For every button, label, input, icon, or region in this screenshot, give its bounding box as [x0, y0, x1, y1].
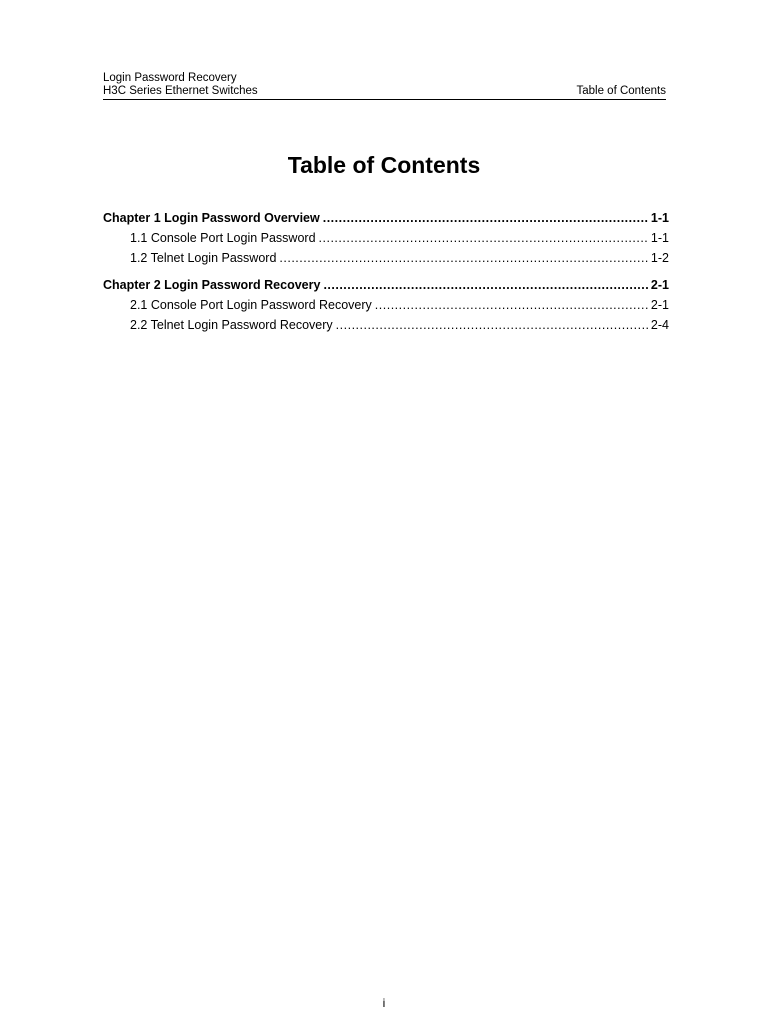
toc-page-number: 2-4 — [650, 318, 669, 332]
toc-chapter-1[interactable] — [103, 208, 669, 228]
toc-page-number: 1-1 — [650, 231, 669, 245]
toc-entry-label: 2.2 Telnet Login Password Recovery — [130, 318, 333, 332]
toc-page-number: 2-1 — [650, 278, 669, 292]
page-title: Table of Contents — [287, 152, 481, 178]
toc-section-1-1[interactable] — [103, 228, 669, 248]
toc-entry-label: Chapter 1 Login Password Overview — [103, 211, 320, 225]
toc-entry-label: 1.1 Console Port Login Password — [130, 231, 316, 245]
toc-leader-dots — [319, 228, 648, 248]
toc-entry-label: 1.2 Telnet Login Password — [130, 251, 277, 265]
toc-entry-label: 2.1 Console Port Login Password Recovery — [130, 298, 372, 312]
toc-section-2-1[interactable] — [103, 295, 669, 315]
toc-page-number: 2-1 — [650, 298, 669, 312]
toc-leader-dots — [323, 208, 648, 228]
toc-leader-dots — [323, 275, 647, 295]
header-row-1 — [103, 72, 666, 85]
toc-page-number: 1-1 — [650, 211, 669, 225]
toc-leader-dots — [279, 248, 648, 268]
toc-leader-dots — [375, 295, 648, 315]
toc-section-1-2[interactable] — [103, 248, 669, 268]
toc-page-number: 1-2 — [650, 251, 669, 265]
header-product-series: H3C Series Ethernet Switches — [103, 85, 258, 97]
page-header — [103, 72, 666, 100]
toc-entry-label: Chapter 2 Login Password Recovery — [103, 278, 321, 292]
page-footer-number: i — [382, 996, 386, 1010]
table-of-contents — [103, 208, 669, 335]
toc-section-2-2[interactable] — [103, 315, 669, 335]
header-row-2 — [103, 85, 666, 98]
toc-chapter-2[interactable] — [103, 275, 669, 295]
toc-leader-dots — [336, 315, 648, 335]
header-section-name: Table of Contents — [576, 85, 666, 97]
header-document-title: Login Password Recovery — [103, 72, 237, 84]
